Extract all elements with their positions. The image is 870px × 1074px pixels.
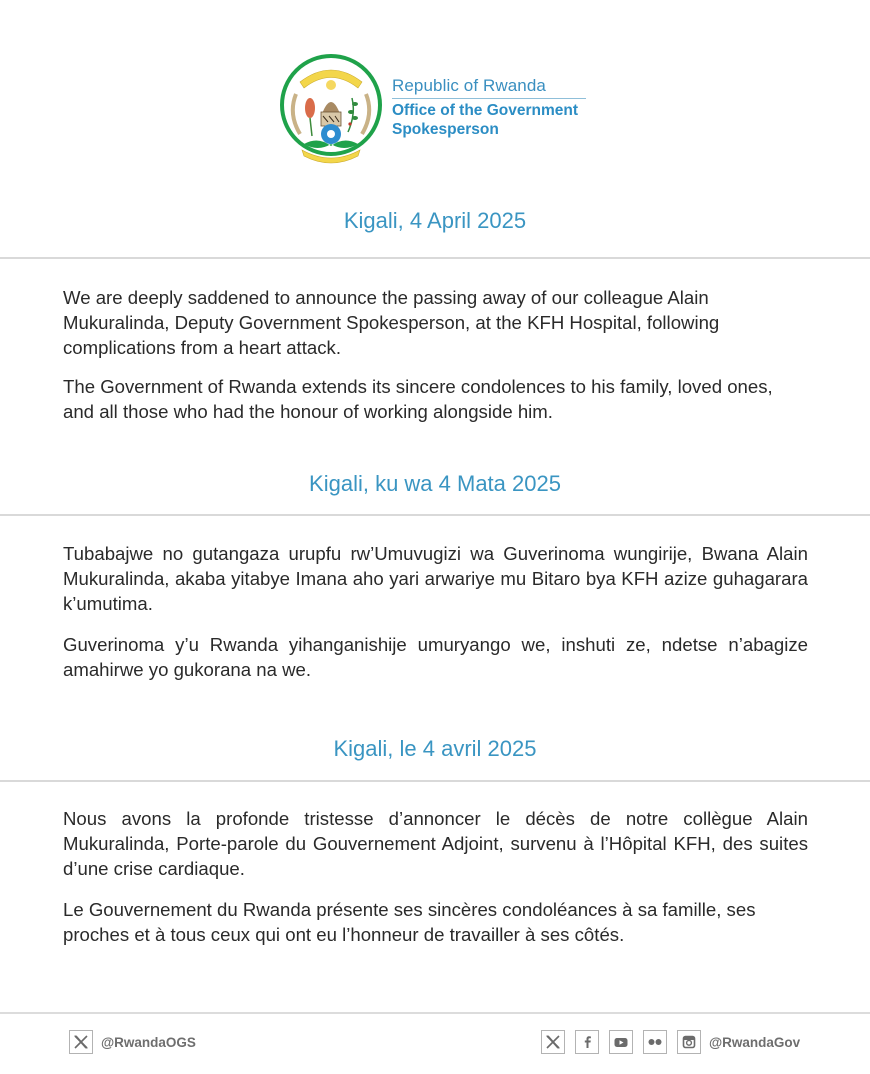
section-divider bbox=[0, 514, 870, 516]
gov-handle[interactable]: @RwandaGov bbox=[709, 1034, 801, 1050]
flickr-link[interactable] bbox=[643, 1030, 667, 1054]
office-name-line-2: Spokesperson bbox=[392, 121, 499, 138]
paragraph-english-1: We are deeply saddened to announce the passing away of our colleague Alain Mukuralinda, Deputy Government Spokesperson, at the KFH Hospital, following complications from a heart attack. bbox=[63, 287, 720, 358]
x-icon bbox=[545, 1034, 561, 1050]
paragraph-french-2: Le Gouvernement du Rwanda présente ses sincères condoléances à sa famille, ses proches et à tous ceux qui ont eu l’honneur de travailler à ses côtés. bbox=[63, 899, 756, 945]
date-heading-english: Kigali, 4 April 2025 bbox=[343, 208, 527, 233]
instagram-link[interactable] bbox=[677, 1030, 701, 1054]
facebook-link[interactable] bbox=[575, 1030, 599, 1054]
paragraph-french-1: Nous avons la profonde tristesse d’annoncer le décès de notre collègue Alain Mukuralinda, Porte-parole du Gouvernement Adjoint, survenu à l’Hôpital KFH, des suites d’une crise cardiaque. bbox=[63, 808, 808, 879]
coat-of-arms-emblem bbox=[278, 52, 384, 168]
paragraph-kinyarwanda-2: Guverinoma y’u Rwanda yihanganishije umuryango we, inshuti ze, ndetse n’abagize amahirwe yo gukorana na we. bbox=[63, 634, 808, 680]
youtube-icon bbox=[613, 1035, 629, 1049]
section-divider bbox=[0, 780, 870, 782]
footer-divider bbox=[0, 1012, 870, 1014]
paragraph-english-2: The Government of Rwanda extends its sincere condolences to his family, loved ones, and all those who had the honour of working alongside him. bbox=[63, 376, 773, 422]
flickr-icon bbox=[647, 1037, 663, 1047]
paragraph-kinyarwanda-1: Tubabajwe no gutangaza urupfu rw’Umuvugizi wa Guverinoma wungirije, Bwana Alain Mukuralinda, akaba yitabye Imana aho yari arwariye mu Bitaro bya KFH azize guhagarara k’umutima. bbox=[63, 543, 808, 614]
x-link[interactable] bbox=[541, 1030, 565, 1054]
letterhead bbox=[278, 50, 608, 170]
x-link[interactable] bbox=[69, 1030, 93, 1054]
republic-name: Republic of Rwanda bbox=[392, 76, 586, 99]
youtube-link[interactable] bbox=[609, 1030, 633, 1054]
ogs-handle[interactable]: @RwandaOGS bbox=[101, 1034, 196, 1050]
facebook-icon bbox=[580, 1035, 594, 1049]
section-divider bbox=[0, 257, 870, 259]
instagram-icon bbox=[682, 1035, 696, 1049]
date-heading-kinyarwanda: Kigali, ku wa 4 Mata 2025 bbox=[309, 471, 561, 496]
date-heading-french: Kigali, le 4 avril 2025 bbox=[333, 736, 537, 761]
footer-gov-social bbox=[541, 1030, 800, 1054]
organization-name bbox=[392, 76, 592, 139]
x-icon bbox=[73, 1034, 89, 1050]
office-name-line-1: Office of the Government bbox=[392, 102, 579, 119]
footer-ogs-social bbox=[69, 1030, 196, 1054]
